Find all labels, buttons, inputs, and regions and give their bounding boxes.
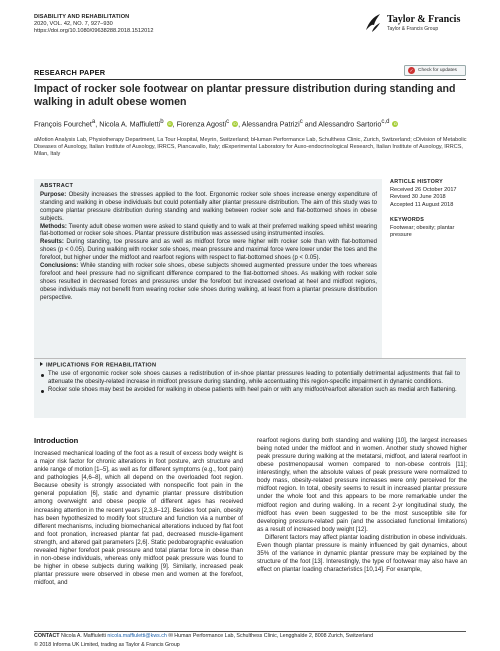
orcid-icon[interactable]: iD — [233, 122, 237, 127]
body-column-left — [34, 437, 243, 587]
abstract-results — [40, 239, 377, 263]
orcid-icon[interactable]: iD — [393, 122, 398, 127]
implication-item: Rocker sole shoes may best be avoided for walking in obese patients with heel pain or with any midfoot/rearfoot alteration such as medial arch flattening. — [40, 387, 460, 395]
author-name: Fiorenza Agosti — [176, 119, 227, 129]
implications-heading-text: IMPLICATIONS FOR REHABILITATION — [46, 362, 157, 369]
contact-email-link[interactable]: nicola.maffiuletti@kws.ch — [107, 633, 167, 639]
orcid-icon[interactable]: iD — [167, 122, 172, 127]
abstract-content — [40, 183, 377, 303]
methods-label: Methods: — [40, 223, 67, 230]
abstract-methods — [40, 224, 377, 240]
author-affil-sup: b — [160, 119, 164, 125]
author-affil-sup: c — [299, 119, 303, 125]
check-updates-label: Check for updates — [418, 68, 457, 73]
author-name: Nicola A. Maffiuletti — [99, 119, 161, 129]
author-list: François Fourchet$^a$, Nicola A. Maffiuletti$^b$ iD, Fiorenza Agosti$^c$ iD, Alessandra Patrizi$^c$ and Alessandro Sartorio$^{c,d}$ iD — [34, 119, 398, 129]
header-divider — [34, 79, 466, 80]
article-sidebar — [390, 179, 470, 239]
author-affil-sup: c,d — [381, 119, 390, 125]
author-name: Alessandra Patrizi — [241, 119, 300, 129]
implications-heading — [40, 362, 460, 370]
implications-content — [40, 362, 460, 395]
abstract-heading: ABSTRACT — [40, 183, 74, 189]
conclusions-text: While standing with rocker sole shoes, obese subjects showed augmented pressure under the toes whereas forefoot and heel pressure had no significant difference compared to the flat-bottomed shoes. As walking with rocker sole shoes resulted in decreased forces and pressures under the forefoot but increased overload at heel and midfoot regions, obese individuals may not benefit from wearing rocker sole shoes during walking, at least from a plantar pressure distribution perspective. — [40, 263, 377, 301]
article-history-heading: ARTICLE HISTORY — [390, 179, 444, 185]
publisher-logo — [363, 12, 473, 36]
publisher-name: Taylor & Francis — [387, 14, 461, 25]
affiliations: aMotion Analysis Lab, Physiotherapy Department, La Tour Hospital, Meyrin, Switzerland; bHuman Performance Lab, Schulthess Clinic, Zurich, Switzerland; cDivision of Metabolic Diseases of Auxology, Italian Institute of Auxology, IRRCS, Piancavallo, Italy; dExperimental Laboratory for Auxo-endocrinological Research, Italian Institute of Auxology, IRRCS, Milan, Italy — [34, 137, 467, 158]
journal-issue: 2020, VOL. 42, NO. 7, 927–930 — [34, 21, 113, 27]
body-paragraph: rearfoot regions during both standing and walking [10], the largest increases being noted under the midfoot and in women. Another study showed higher peak pressure during walking at the metatarsi, midfoot, and lateral rearfoot in obese postmenopausal women compared to non-obese controls [11]; interestingly, when the absolute values of peak pressure were normalized to body mass, obesity-related pressure increases were only perceived for the midfoot region. In total, obesity seems to result in increased plantar pressure under the whole foot and this appears to be more remarkable under the midfoot region and during walking. In a recent 2-yr longitudinal study, the midfoot has even been suggested to be the most susceptible site for developing pressure-related pain (and the associated functional limitations) as a result of increased body weight [12]. — [257, 437, 467, 533]
check-updates-icon: ✓ — [409, 68, 414, 73]
body-paragraph: Different factors may affect plantar loading distribution in obese individuals. Even though plantar pressure is mainly influenced by gait dynamics, about 35% of the variance in dynamic plantar pressure may be explained by the structure of the foot [13]. Interestingly, the type of footwear may also have an effect on plantar loading characteristics [10,14]. For example, — [257, 533, 467, 573]
revised-date: Revised 30 June 2018 — [390, 194, 446, 201]
abstract-purpose — [40, 192, 377, 224]
methods-text: Twenty adult obese women were asked to stand quietly and to walk at their preferred walking speed whilst wearing flat-bottomed or rocker sole shoes. Plantar pressure distribution was assessed using instrumented insoles. — [40, 223, 378, 238]
keywords-heading: KEYWORDS — [390, 216, 425, 223]
body-column-right — [257, 437, 467, 574]
contact-label: CONTACT — [34, 633, 60, 639]
author-name: Alessandro Sartorio — [318, 119, 382, 129]
received-date: Received 26 October 2017 — [390, 187, 457, 194]
footer-divider — [34, 631, 466, 632]
journal-doi[interactable]: https://doi.org/10.1080/09638288.2018.1512012 — [34, 28, 154, 34]
journal-meta — [34, 14, 153, 35]
purpose-label: Purpose: — [40, 191, 67, 198]
arrow-right-icon — [40, 362, 43, 366]
check-updates-button[interactable] — [404, 65, 466, 76]
contact-name: Nicola A. Maffiuletti — [60, 633, 106, 639]
paper-type: RESEARCH PAPER — [34, 68, 106, 77]
body-paragraph: Increased mechanical loading of the foot as a result of excess body weight is a major risk factor for chronic alterations in foot posture, arch structure and ankle range of motion [1–5], as well as for different symptoms (e.g., foot pain) and pathologies [4,6–8], which all depend on the overloaded foot region. Because obesity is strongly associated with nonspecific foot pain in the general population [6], static and dynamic plantar pressure distribution among overweight and obese people of different ages has received increasing attention in the recent years [2,3,8–12]. Besides foot pain, obesity has been hypothesized to modify foot structure and function via a number of different mechanisms, including biomechanical alterations induced by flat foot and foot pronation, increased plantar fat pad, decreased muscle-ligament strength, and altered gait parameters [2,6]. Static pedobarographic evaluation revealed higher forefoot peak pressure and total plantar force in obese than in non-obese individuals, whereas only midfoot peak pressure was found to be higher in obese subjects during walking [9]. Similarly, increased peak plantar pressure were observed in obese men and women at the forefoot, midfoot, and — [34, 450, 244, 587]
implication-item: The use of ergonomic rocker sole shoes causes a redistribution of in-shoe plantar pressures leading to potentially detrimental adjustments that fail to attenuate the obesity-related increase in midfoot pressure during standing, while accentuating this region-specific impairment in dynamic conditions. — [40, 371, 460, 387]
contact-line — [34, 633, 373, 640]
publisher-sub: Taylor & Francis Group — [387, 26, 439, 32]
author-affil-sup: c — [226, 119, 230, 125]
abstract-box — [34, 179, 382, 361]
implications-box — [34, 358, 466, 418]
results-label: Results: — [40, 239, 64, 246]
author-name: François Fourchet — [34, 119, 92, 129]
copyright: © 2018 Informa UK Limited, trading as Taylor & Francis Group — [34, 642, 180, 648]
article-title: Impact of rocker sole footwear on plantar pressure distribution during standing and walking in adult obese women — [34, 83, 456, 109]
conclusions-label: Conclusions: — [40, 263, 79, 270]
purpose-text: Obesity increases the stresses applied to the foot. Ergonomic rocker sole shoes increase energy expenditure of standing and walking in obese individuals but could potentially alter plantar pressure distribution. The aim of this study was to compare plantar pressure distribution during standing and walking between rocker sole and flat-bottomed shoes in obese subjects. — [40, 191, 377, 222]
publisher-bird-icon — [363, 12, 383, 34]
journal-name: DISABILITY AND REHABILITATION — [34, 14, 130, 20]
introduction-heading: Introduction — [34, 436, 79, 445]
results-text: During standing, toe pressure and as well as midfoot force were higher with rocker sole than with flat-bottomed shoes (p < 0.05). During walking with rocker sole shoes, mean pressure and maximal force were lower under the toes and the forefoot, but higher under the midfoot and rearfoot regions with respect to flat-bottomed shoes (p < 0.05). — [40, 239, 377, 262]
accepted-date: Accepted 11 August 2018 — [390, 201, 454, 208]
author-affil-sup: a — [91, 119, 96, 125]
abstract-conclusions — [40, 263, 377, 303]
keywords-text: Footwear; obesity; plantar pressure — [390, 225, 455, 239]
contact-address: Human Performance Lab, Schulthess Clinic, Lengghalde 2, 8008 Zurich, Switzerland — [174, 633, 374, 639]
mail-icon: ✉ — [168, 633, 173, 639]
